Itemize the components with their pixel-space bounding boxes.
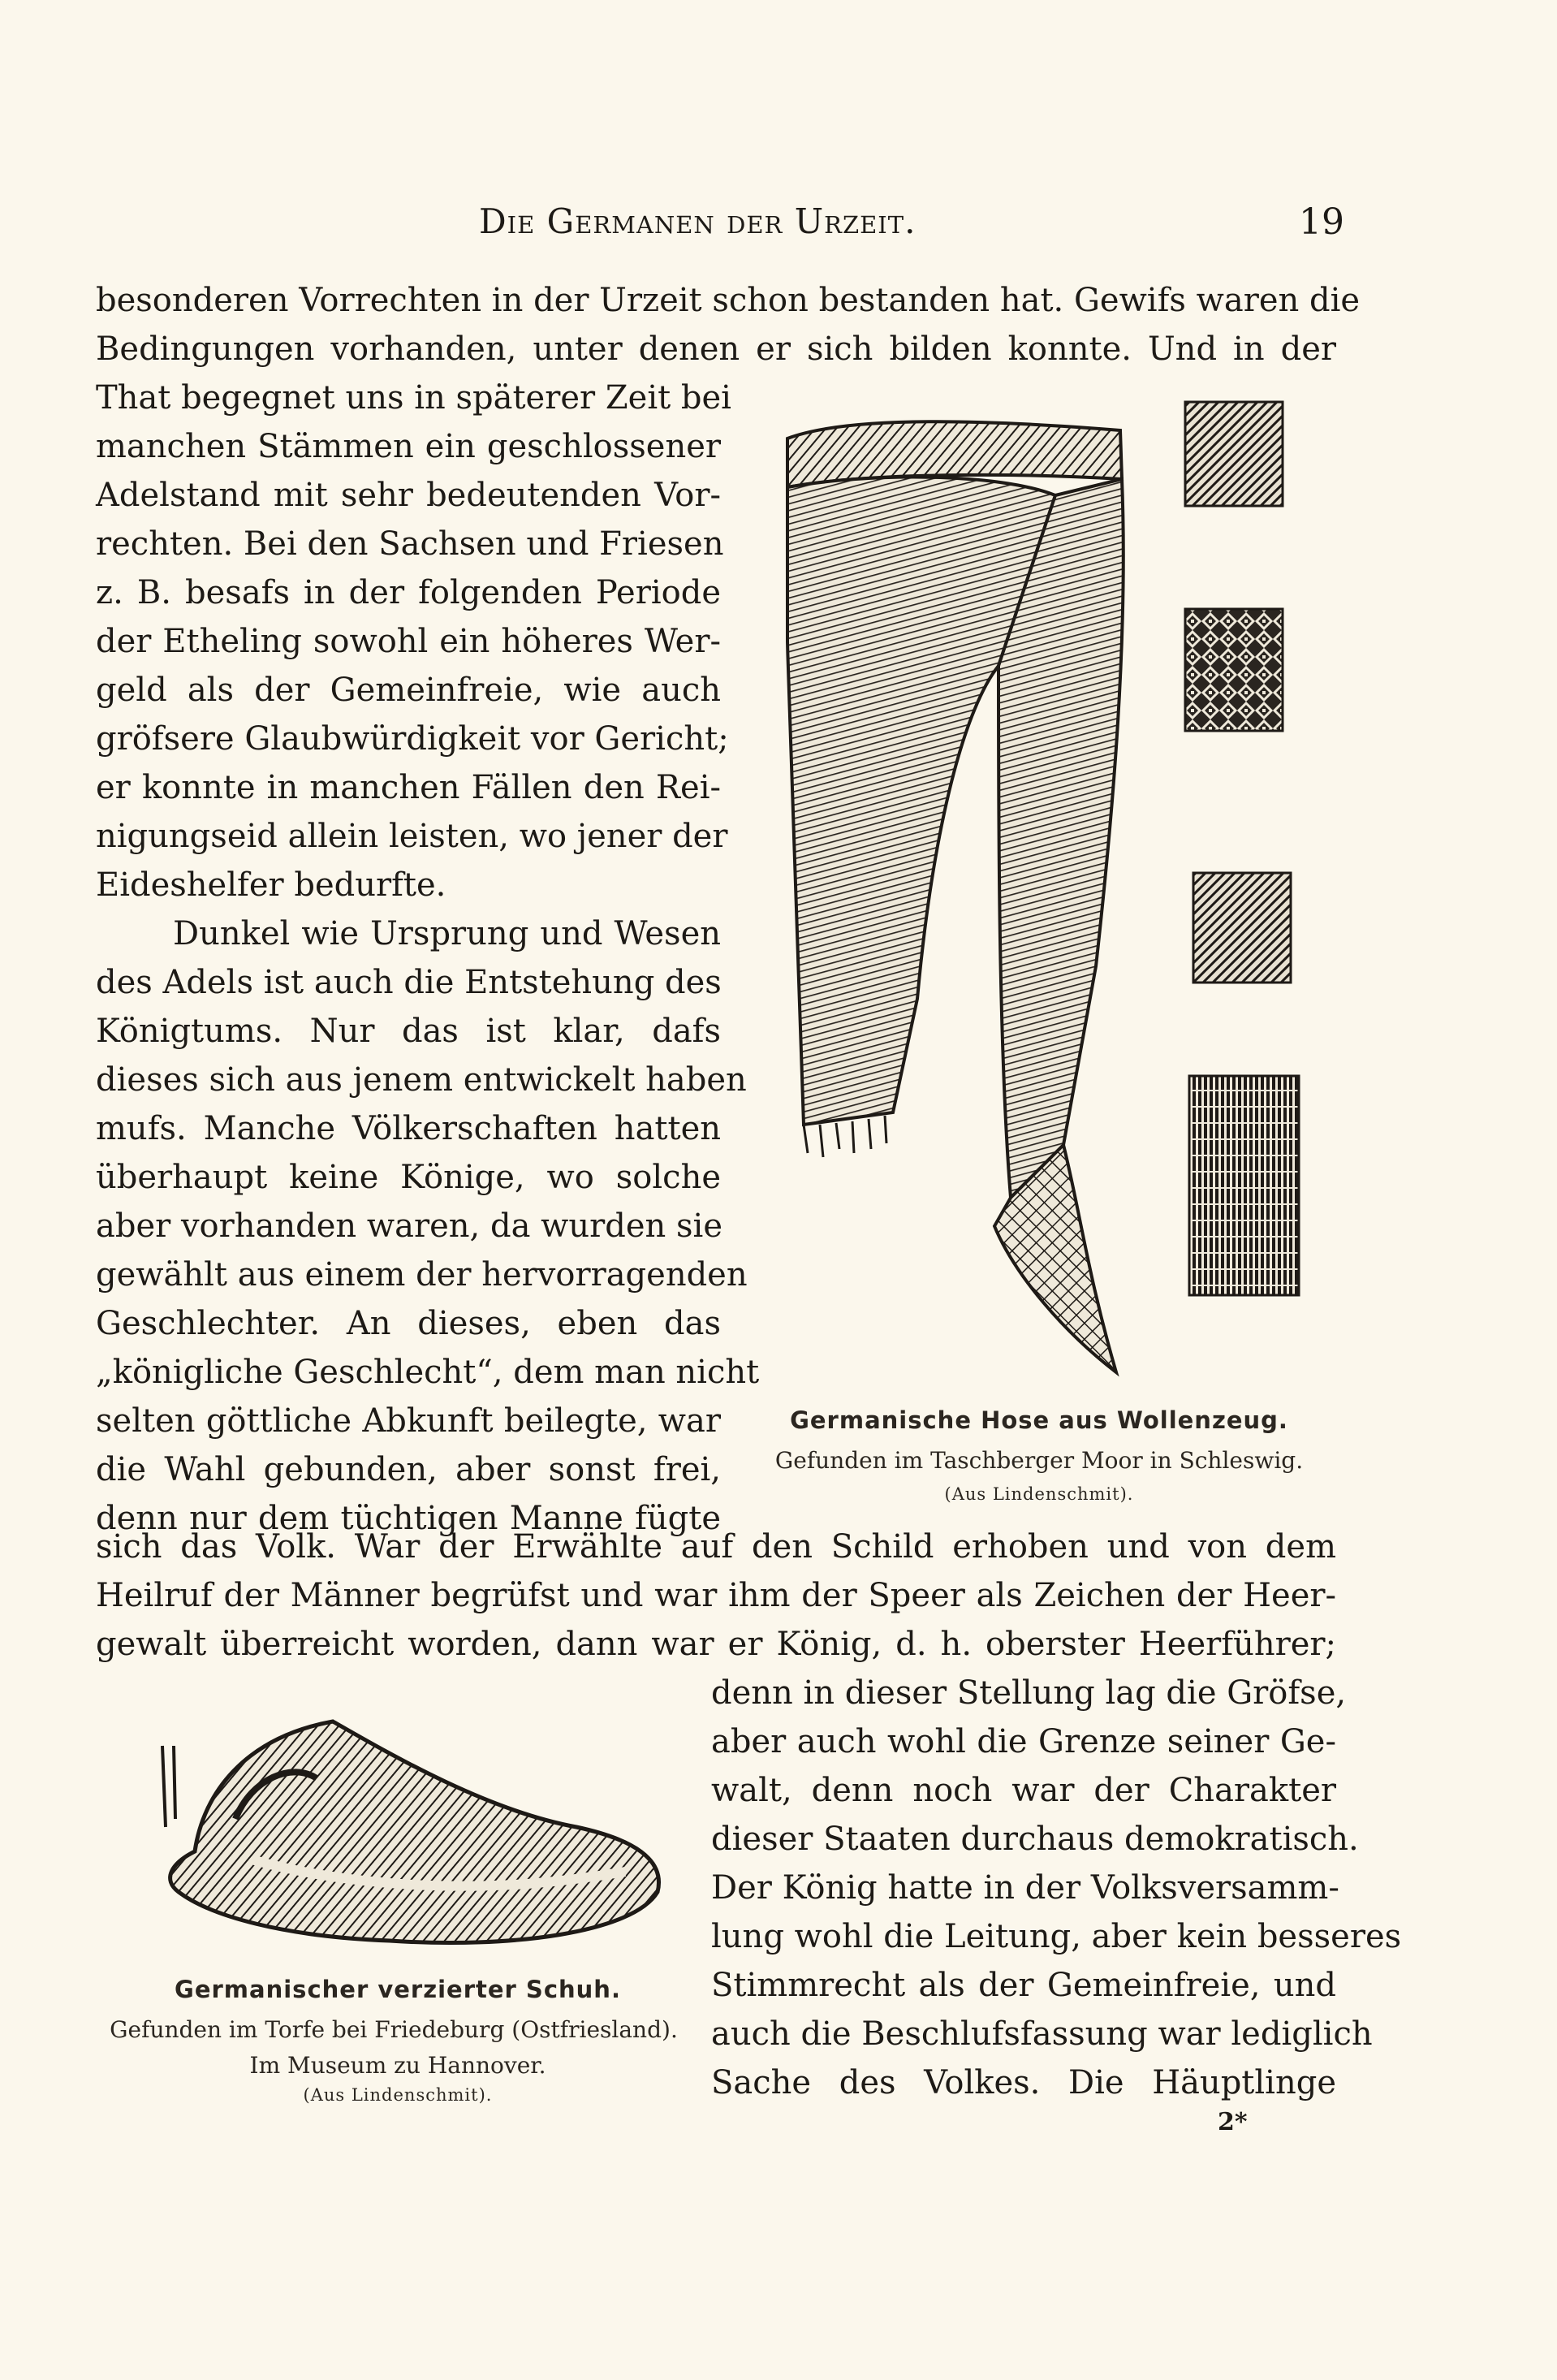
trousers-caption-title: Germanische Hose aus Wollenzeug. <box>790 1406 1288 1434</box>
body-line: mufs. Manche Völkerschaften hatten <box>96 1110 721 1147</box>
body-line: Sache des Volkes. Die Häuptlinge <box>711 2064 1336 2101</box>
page-number: 19 <box>1299 201 1344 243</box>
body-line: z. B. besafs in der folgenden Periode <box>96 574 721 611</box>
body-line: sich das Volk. War der Erwählte auf den Schild erhoben und von dem <box>96 1528 1336 1566</box>
body-line: gröfsere Glaubwürdigkeit vor Gericht; <box>96 720 729 758</box>
body-line: selten göttliche Abkunft beilegte, war <box>96 1402 721 1440</box>
body-line: aber auch wohl die Grenze seiner Ge- <box>711 1723 1336 1760</box>
body-line: Der König hatte in der Volksversamm- <box>711 1869 1339 1907</box>
body-line: besonderen Vorrechten in der Urzeit schon bestanden hat. Gewifs waren die <box>96 282 1361 319</box>
body-line: dieses sich aus jenem entwickelt haben <box>96 1061 747 1099</box>
body-line: gewählt aus einem der hervorragenden <box>96 1256 748 1294</box>
body-line: manchen Stämmen ein geschlossener <box>96 428 721 465</box>
body-line: aber vorhanden waren, da wurden sie <box>96 1207 722 1245</box>
shoe-caption-title: Germanischer verzierter Schuh. <box>175 1976 621 2003</box>
body-line: denn nur dem tüchtigen Manne fügte <box>96 1500 721 1537</box>
trousers-illustration <box>755 398 1323 1380</box>
body-line: des Adels ist auch die Entstehung des <box>96 964 722 1001</box>
body-line: überhaupt keine Könige, wo solche <box>96 1159 721 1196</box>
body-line: er konnte in manchen Fällen den Rei- <box>96 769 721 806</box>
body-line: rechten. Bei den Sachsen und Friesen <box>96 525 724 563</box>
shoe-illustration <box>146 1689 674 1965</box>
body-line: walt, denn noch war der Charakter <box>711 1772 1336 1809</box>
shoe-caption-source: (Aus Lindenschmit). <box>303 2085 493 2105</box>
body-line: Heilruf der Männer begrüfst und war ihm der Speer als Zeichen der Heer- <box>96 1577 1336 1614</box>
trousers-caption-source: (Aus Lindenschmit). <box>944 1484 1134 1504</box>
body-line: der Etheling sowohl ein höheres Wer- <box>96 623 721 660</box>
body-line: Bedingungen vorhanden, unter denen er sich bilden konnte. Und in der <box>96 330 1336 368</box>
shoe-caption-museum: Im Museum zu Hannover. <box>249 2052 546 2079</box>
body-line: Geschlechter. An dieses, eben das <box>96 1305 721 1342</box>
body-line: gewalt überreicht worden, dann war er König, d. h. oberster Heerführer; <box>96 1626 1336 1663</box>
body-line: nigungseid allein leisten, wo jener der <box>96 818 728 855</box>
body-line: dieser Staaten durchaus demokratisch. <box>711 1821 1359 1858</box>
body-line: Königtums. Nur das ist klar, dafs <box>96 1013 721 1050</box>
body-line: die Wahl gebunden, aber sonst frei, <box>96 1451 721 1488</box>
body-line: auch die Beschlufsfassung war lediglich <box>711 2015 1373 2053</box>
trousers-caption-location: Gefunden im Taschberger Moor in Schleswig. <box>774 1447 1304 1474</box>
body-line: Stimmrecht als der Gemeinfreie, und <box>711 1967 1336 2004</box>
body-line: „königliche Geschlecht“, dem man nicht <box>96 1354 760 1391</box>
body-line: geld als der Gemeinfreie, wie auch <box>96 672 721 709</box>
body-line: lung wohl die Leitung, aber kein besseres <box>711 1918 1402 1955</box>
running-header-title: Die Germanen der Urzeit. <box>479 201 917 241</box>
body-line: denn in dieser Stellung lag die Gröfse, <box>711 1674 1347 1712</box>
body-line: Dunkel wie Ursprung und Wesen <box>173 915 721 952</box>
body-line: That begegnet uns in späterer Zeit bei <box>96 379 731 417</box>
body-line: Adelstand mit sehr bedeutenden Vor- <box>96 477 721 514</box>
shoe-caption-location: Gefunden im Torfe bei Friedeburg (Ostfriesland). <box>110 2016 678 2043</box>
signature-mark: 2* <box>1218 2108 1248 2136</box>
body-line: Eideshelfer bedurfte. <box>96 866 446 904</box>
